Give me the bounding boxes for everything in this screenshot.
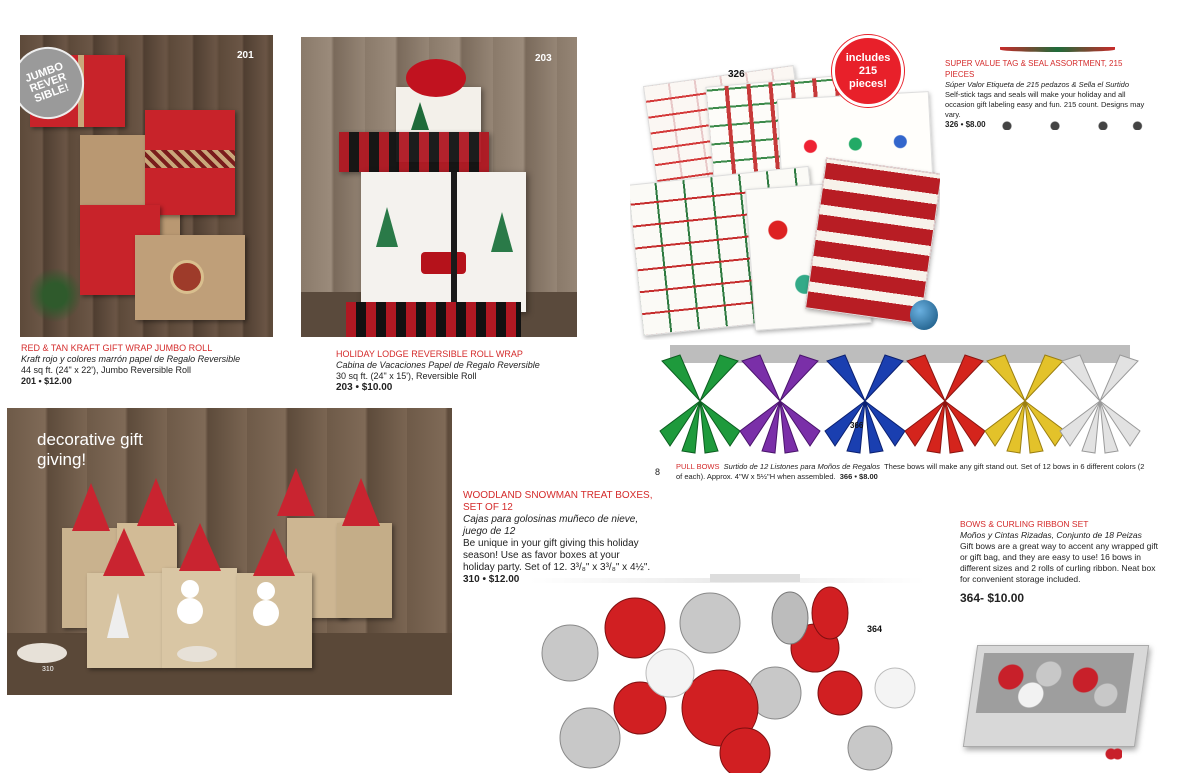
product-title: WOODLAND SNOWMAN TREAT BOXES, SET OF 12 (463, 490, 653, 513)
product-caption-364 (960, 519, 1165, 589)
product-description: 30 sq ft. (24" x 15'), Reversible Roll (336, 371, 477, 381)
product-description: Gift bows are a great way to accent any wrapped gift or gift bag, and they are easy to use! 16 bows in different sizes and 2 rolls of curling ribbon. Neat box for convenient storage included. (960, 541, 1158, 584)
decorative-stripe (1000, 47, 1115, 52)
photo-kraft-gift-wrap (20, 35, 273, 337)
product-title: RED & TAN KRAFT GIFT WRAP JUMBO ROLL (21, 343, 213, 353)
photo-pull-bows (650, 345, 1150, 457)
photo-holiday-lodge-wrap (301, 37, 577, 337)
photo-woodland-treat-boxes (7, 408, 452, 695)
item-number-label: 203 (535, 53, 552, 64)
product-caption-366 (676, 461, 1146, 482)
bow-gold (985, 355, 1065, 453)
product-description: 44 sq ft. (24" x 22'), Jumbo Reversible Roll (21, 365, 191, 375)
product-title: BOWS & CURLING RIBBON SET (960, 519, 1089, 529)
item-number-label: 326 (728, 69, 745, 80)
includes-215-badge: includes 215 pieces! (832, 35, 904, 107)
product-caption-201 (21, 343, 291, 387)
product-spanish-name: Súper Valor Etiqueta de 215 pedazos & Sella el Surtido (945, 80, 1130, 89)
page-number: 8 (655, 467, 661, 477)
product-caption-326 (945, 58, 1145, 129)
product-title: HOLIDAY LODGE REVERSIBLE ROLL WRAP (336, 349, 523, 359)
product-price: 201 • $12.00 (21, 376, 72, 386)
treat-box (337, 523, 392, 618)
partial-price-text (710, 574, 800, 582)
bow-green (660, 355, 740, 453)
product-spanish-name: Moños y Cintas Rizadas, Conjunto de 18 Peizas (960, 530, 1142, 540)
item-number-label: 201 (237, 50, 254, 61)
product-spanish-name: Surtido de 12 Listones para Moños de Regalos (723, 462, 881, 471)
product-price-364: 364- $10.00 (960, 591, 1025, 605)
bow-silver (1060, 355, 1140, 453)
photo-tag-seal-sheets (630, 55, 940, 340)
product-price: 310 • $12.00 (463, 574, 520, 585)
product-description: These bows will make any gift stand out. Set of 12 bows in 6 different colors (2 of each). Approx. 4"W x 5½"H when assembled. (676, 462, 1145, 481)
product-spanish-name: Cajas para golosinas muñeco de nieve, juego de 12 (463, 514, 639, 537)
product-spanish-name: Kraft rojo y colores marrón papel de Regalo Reversible (21, 354, 241, 364)
product-spanish-name: Cabina de Vacaciones Papel de Regalo Reversible (336, 360, 540, 370)
product-description: Be unique in your gift giving this holiday season! Use as favor boxes at your holiday party. Set of 12. 3³/₈" x 3³/₈" x 4½". (463, 538, 651, 573)
bow-purple (740, 355, 820, 453)
item-number-label: 310 (42, 666, 54, 673)
product-price: 203 • $10.00 (336, 382, 393, 393)
product-title: SUPER VALUE TAG & SEAL ASSORTMENT, 215 PIECES (945, 59, 1123, 79)
product-caption-310 (463, 490, 653, 585)
product-description: Self-stick tags and seals will make your holiday and all occasion gift labeling easy and fun. 215 count. Designs may vary. (945, 90, 1145, 119)
product-title: PULL BOWS (676, 462, 720, 471)
product-price: 366 • $8.00 (839, 472, 878, 481)
product-caption-203 (336, 349, 596, 393)
item-number-label: 364 (867, 624, 883, 634)
item-number-label: 366 (850, 421, 864, 430)
bow-red (905, 355, 985, 453)
photo-bow-storage-box (955, 625, 1165, 770)
product-price: 326 • $8.00 (945, 120, 986, 129)
photo-bows-ribbon (530, 578, 925, 773)
bow-blue (825, 355, 905, 453)
jumbo-reversible-badge: JUMBO REVER SIBLE! (20, 37, 94, 129)
decorative-dots (995, 120, 1145, 130)
decorative-gift-giving-overlay: decorative gift giving! (37, 430, 143, 469)
